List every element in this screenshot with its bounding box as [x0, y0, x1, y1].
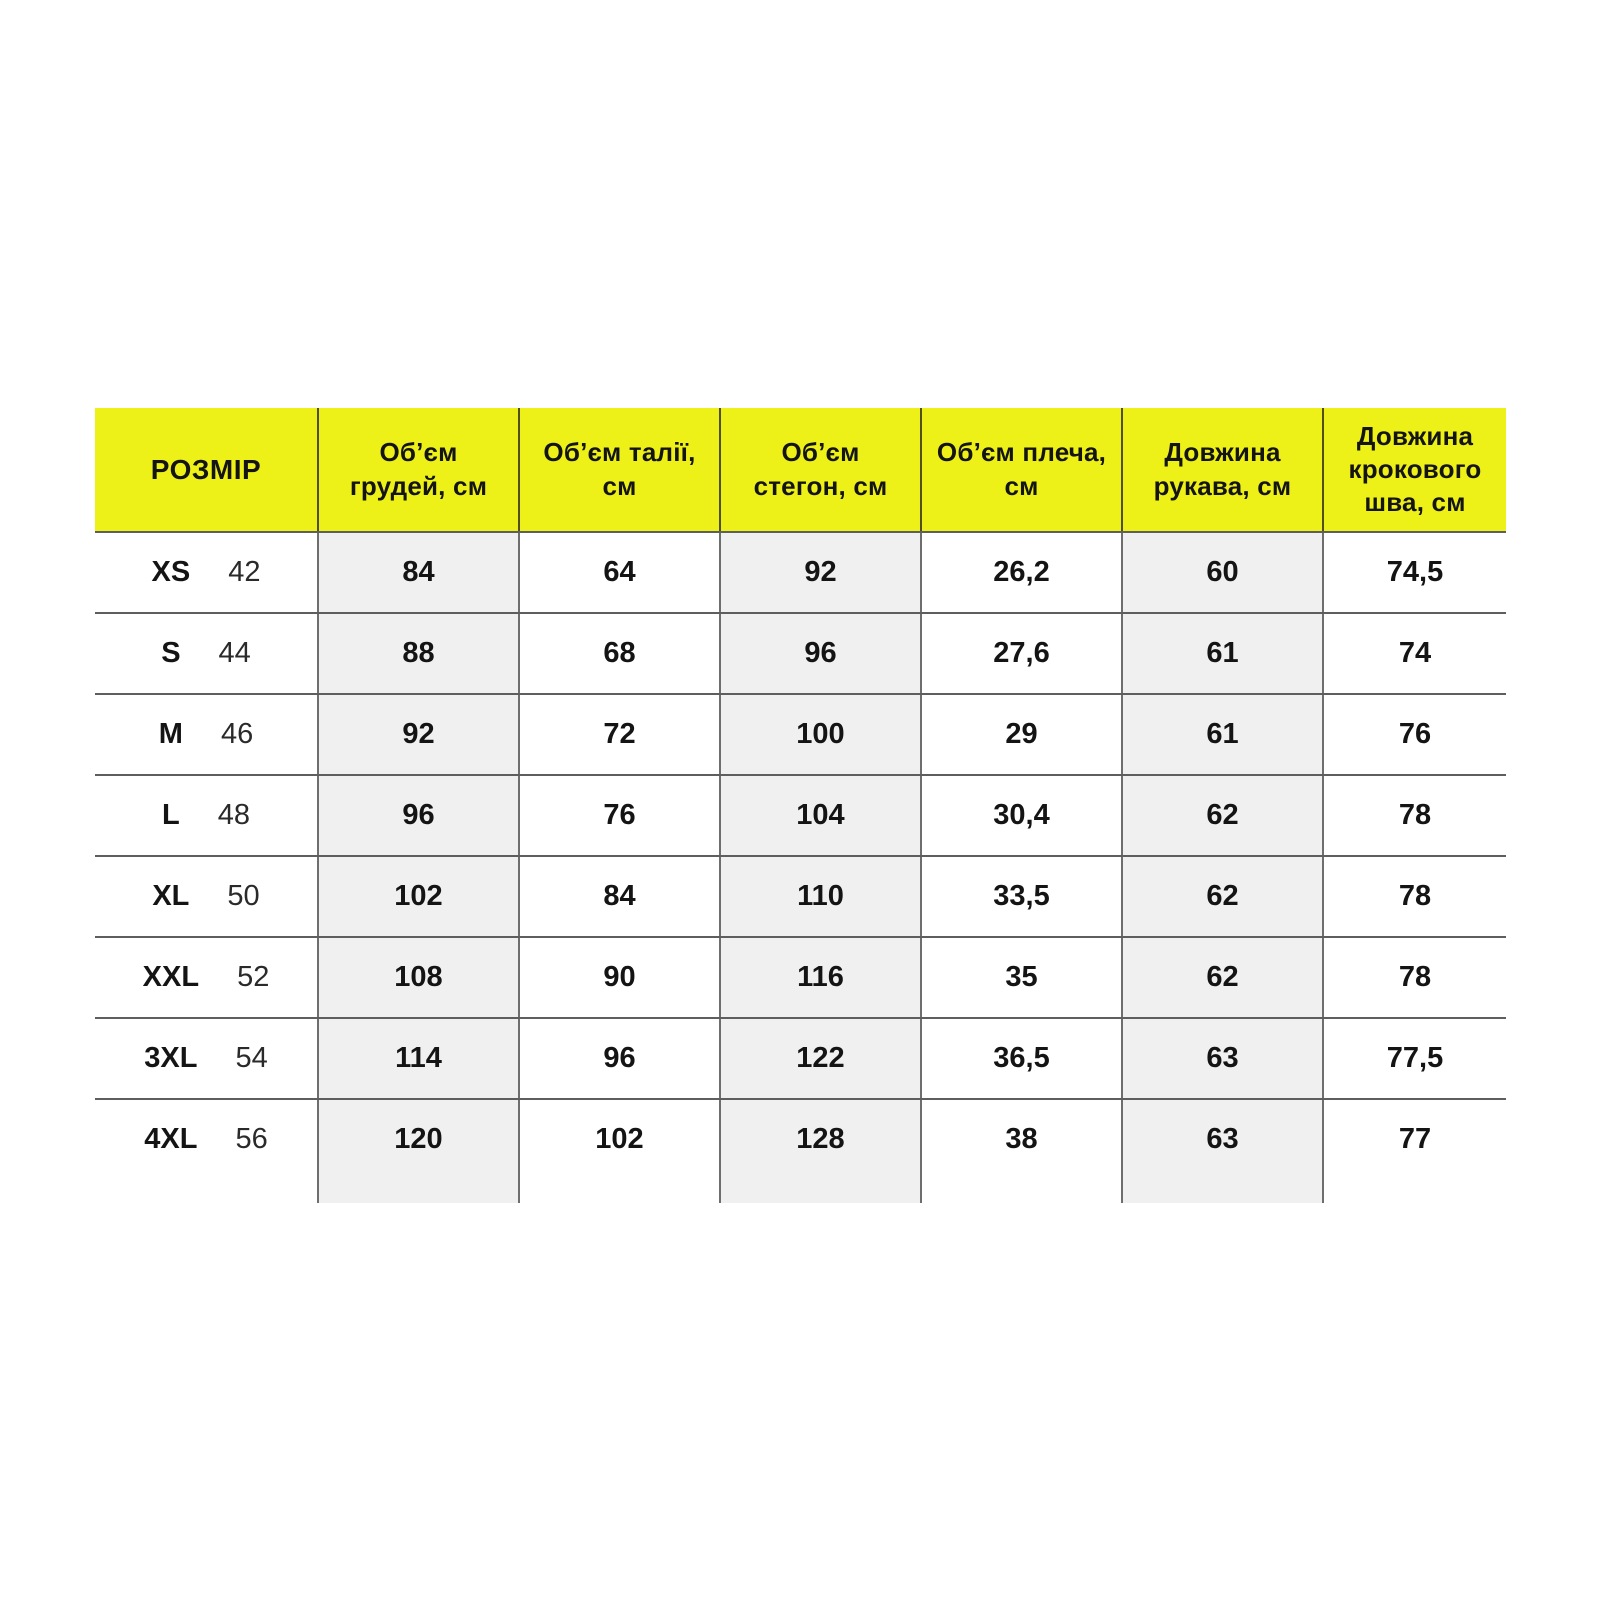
size-code: M [158, 718, 183, 750]
size-code: XXL [142, 961, 200, 993]
column-header-chest: Об’єм грудей, см [317, 408, 518, 531]
column-header-sleeve: Довжина рукава, см [1121, 408, 1322, 531]
value-cell-shoulder: 36,5 [920, 1019, 1121, 1098]
size-cell [95, 1019, 317, 1098]
table-header-row [95, 408, 1506, 531]
value-cell-sleeve: 62 [1121, 857, 1322, 936]
table-row [95, 855, 1506, 936]
value-cell-sleeve: 63 [1121, 1019, 1322, 1098]
table-row [95, 1017, 1506, 1098]
value-cell-waist: 90 [518, 938, 719, 1017]
value-cell-waist: 96 [518, 1019, 719, 1098]
value-cell-inseam: 74 [1322, 614, 1506, 693]
table-row [95, 1098, 1506, 1203]
size-code: 4XL [144, 1123, 198, 1155]
value-cell-hips: 110 [719, 857, 920, 936]
size-number: 44 [218, 637, 251, 669]
value-cell-shoulder: 33,5 [920, 857, 1121, 936]
value-cell-chest: 96 [317, 776, 518, 855]
size-cell [95, 533, 317, 612]
value-cell-shoulder: 27,6 [920, 614, 1121, 693]
size-table [95, 408, 1506, 1203]
size-cell [95, 776, 317, 855]
value-cell-waist: 84 [518, 857, 719, 936]
size-cell [95, 938, 317, 1017]
column-header-shoulder: Об’єм плеча, см [920, 408, 1121, 531]
value-cell-hips: 104 [719, 776, 920, 855]
value-cell-waist: 72 [518, 695, 719, 774]
value-cell-shoulder: 38 [920, 1100, 1121, 1203]
table-row [95, 774, 1506, 855]
size-code: L [162, 799, 180, 831]
value-cell-chest: 84 [317, 533, 518, 612]
value-cell-chest: 88 [317, 614, 518, 693]
size-number: 54 [235, 1042, 268, 1074]
value-cell-chest: 114 [317, 1019, 518, 1098]
value-cell-hips: 96 [719, 614, 920, 693]
size-cell [95, 1100, 317, 1203]
size-number: 56 [235, 1123, 268, 1155]
value-cell-waist: 68 [518, 614, 719, 693]
column-header-inseam: Довжина крокового шва, см [1322, 408, 1506, 531]
value-cell-inseam: 77 [1322, 1100, 1506, 1203]
value-cell-sleeve: 62 [1121, 938, 1322, 1017]
size-code: XL [152, 880, 190, 912]
value-cell-sleeve: 61 [1121, 614, 1322, 693]
size-number: 50 [227, 880, 260, 912]
value-cell-sleeve: 60 [1121, 533, 1322, 612]
value-cell-chest: 108 [317, 938, 518, 1017]
size-number: 48 [217, 799, 250, 831]
value-cell-inseam: 74,5 [1322, 533, 1506, 612]
value-cell-sleeve: 62 [1121, 776, 1322, 855]
column-header-waist: Об’єм талії, см [518, 408, 719, 531]
value-cell-inseam: 77,5 [1322, 1019, 1506, 1098]
value-cell-hips: 92 [719, 533, 920, 612]
value-cell-hips: 122 [719, 1019, 920, 1098]
table-body [95, 531, 1506, 1203]
value-cell-shoulder: 26,2 [920, 533, 1121, 612]
value-cell-waist: 76 [518, 776, 719, 855]
size-number: 42 [228, 556, 261, 588]
value-cell-shoulder: 30,4 [920, 776, 1121, 855]
value-cell-hips: 100 [719, 695, 920, 774]
value-cell-shoulder: 35 [920, 938, 1121, 1017]
value-cell-inseam: 78 [1322, 857, 1506, 936]
size-code: S [161, 637, 181, 669]
value-cell-chest: 120 [317, 1100, 518, 1203]
table-row [95, 693, 1506, 774]
value-cell-inseam: 76 [1322, 695, 1506, 774]
table-row [95, 531, 1506, 612]
value-cell-inseam: 78 [1322, 776, 1506, 855]
value-cell-hips: 116 [719, 938, 920, 1017]
value-cell-waist: 102 [518, 1100, 719, 1203]
size-cell [95, 614, 317, 693]
size-number: 52 [237, 961, 270, 993]
size-code: 3XL [144, 1042, 198, 1074]
size-number: 46 [220, 718, 254, 750]
value-cell-shoulder: 29 [920, 695, 1121, 774]
value-cell-waist: 64 [518, 533, 719, 612]
value-cell-sleeve: 63 [1121, 1100, 1322, 1203]
size-code: XS [151, 556, 191, 588]
table-row [95, 936, 1506, 1017]
column-header-hips: Об’єм стегон, см [719, 408, 920, 531]
table-row [95, 612, 1506, 693]
value-cell-chest: 92 [317, 695, 518, 774]
size-cell [95, 857, 317, 936]
value-cell-inseam: 78 [1322, 938, 1506, 1017]
column-header-size: РОЗМІР [95, 408, 317, 531]
value-cell-sleeve: 61 [1121, 695, 1322, 774]
value-cell-chest: 102 [317, 857, 518, 936]
size-cell [95, 695, 317, 774]
value-cell-hips: 128 [719, 1100, 920, 1203]
